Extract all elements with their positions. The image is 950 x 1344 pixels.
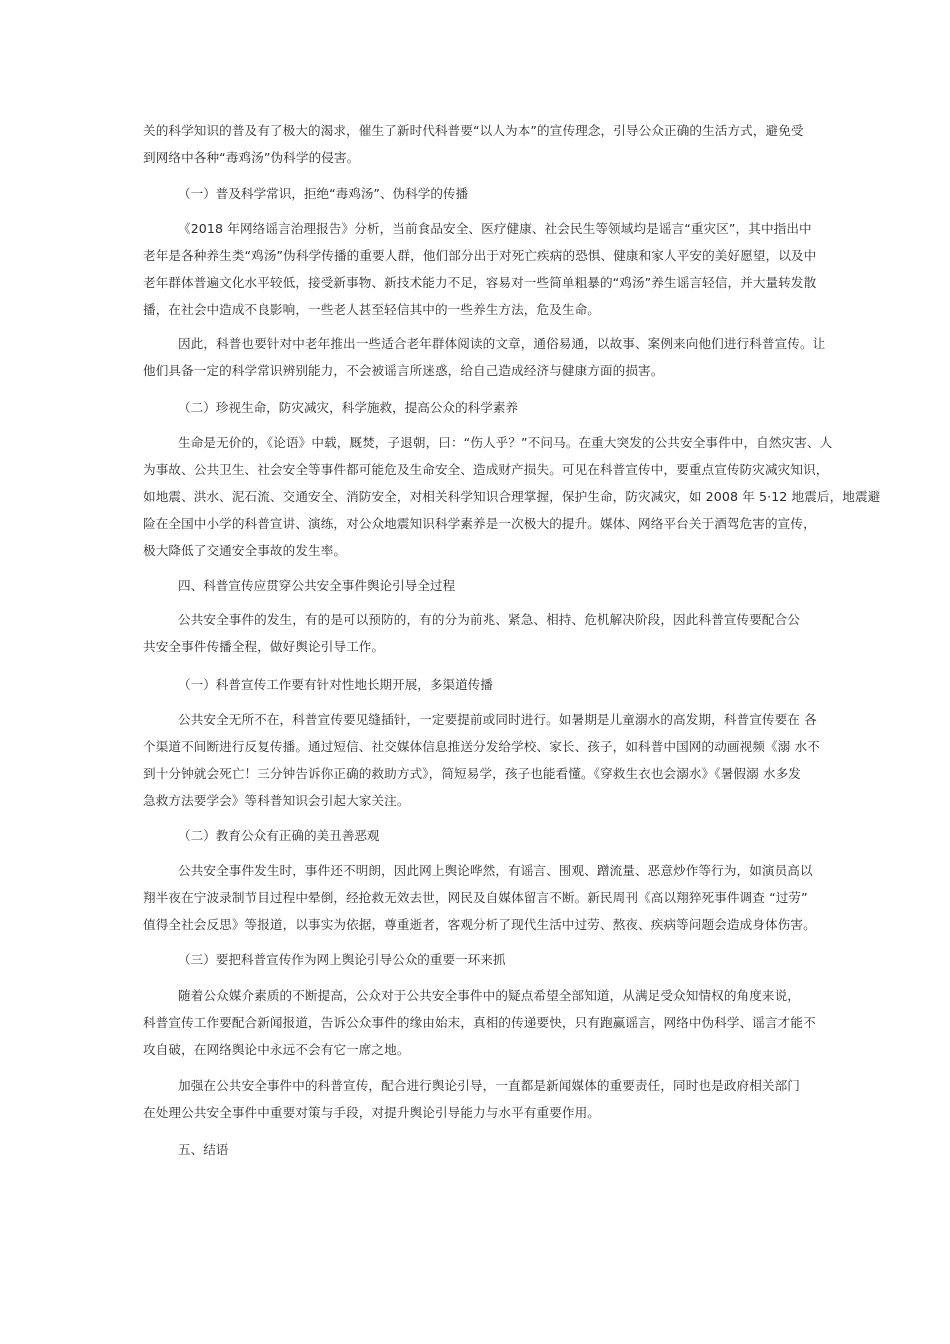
text-line: 急救方法要学会》等科普知识会引起大家关注。 — [143, 793, 410, 808]
text-line: 到网络中各种“毒鸡汤”伪科学的侵害。 — [143, 150, 360, 165]
heading-text: 五、结语 — [178, 1142, 229, 1157]
paragraph-public-opinion — [143, 857, 815, 938]
text-line: 科普宣传工作要配合新闻报道，告诉公众事件的缘由始末，真相的传递要快，只有跑赢谣言，网络中伪科学、谣言才能不 — [143, 1015, 816, 1030]
text-line: 老年是各种养生类“鸡汤”伪科学传播的重要人群，他们部分出于对死亡疾病的恐惧、健康和家人平安的美好愿望，以及中 — [143, 248, 817, 263]
paragraph-strengthen-publicity — [143, 1072, 815, 1126]
text-line: 《2018 年网络谣言治理报告》分析，当前食品安全、医疗健康、社会民生等领域均是谣言“重灾区”，其中指出中 — [178, 221, 812, 236]
heading-text: 四、科普宣传应贯穿公共安全事件舆论引导全过程 — [178, 578, 456, 593]
heading-text: （一）科普宣传工作要有针对性地长期开展，多渠道传播 — [178, 677, 493, 692]
text-line: 因此，科普也要针对中老年推出一些适合老年群体阅读的文章，通俗易通，以故事、案例来向他们进行科普宣传。让 — [178, 336, 826, 351]
text-line: 公共安全无所不在，科普宣传要见缝插针，一定要提前或同时进行。如暑期是儿童溺水的高发期，科普宣传要在 各 — [178, 712, 817, 727]
section-heading-conclusion — [178, 1136, 798, 1163]
text-line: 共安全事件传播全程，做好舆论引导工作。 — [143, 639, 385, 654]
section-heading-cherish-life — [178, 394, 798, 421]
paragraph-intro-continued — [143, 117, 815, 171]
text-line: 老年群体普遍文化水平较低，接受新事物、新技术能力不足，容易对一些简单粗暴的“鸡汤”养生谣言轻信，并大量转发散 — [143, 275, 817, 290]
text-line: 翔半夜在宁波录制节目过程中晕倒，经抢救无效去世，网民及自媒体留言不断。新民周刊《高以翔猝死事件调查 “过劳” — [143, 890, 808, 905]
text-line: 如地震、洪水、泥石流、交通安全、消防安全，对相关科学知识合理掌握，保护生命，防灾减灾，如 2008 年 5·12 地震后，地震避 — [143, 489, 881, 504]
paragraph-life-priceless — [143, 429, 881, 564]
paragraph-media-literacy — [143, 982, 815, 1063]
section-heading-popularize-science — [178, 180, 798, 207]
section-heading-values — [178, 822, 798, 849]
text-line: 在处理公共安全事件中重要对策与手段，对提升舆论引导能力与水平有重要作用。 — [143, 1105, 600, 1120]
text-line: 攻自破，在网络舆论中永远不会有它一席之地。 — [143, 1042, 410, 1057]
heading-text: （三）要把科普宣传作为网上舆论引导公众的重要一环来抓 — [178, 952, 506, 967]
text-line: 险在全国中小学的科普宣讲、演练，对公众地震知识科学素养是一次极大的提升。媒体、网络平台关于酒驾危害的宣传， — [143, 516, 816, 531]
section-heading-online-guidance — [178, 946, 798, 973]
text-line: 值得全社会反思》等报道，以事实为依据，尊重逝者，客观分析了现代生活中过劳、熬夜、疾病等问题会造成身体伤害。 — [143, 917, 816, 932]
heading-text: （二）珍视生命，防灾减灾，科学施救，提高公众的科学素养 — [178, 400, 519, 415]
text-line: 随着公众媒介素质的不断提高，公众对于公共安全事件中的疑点希望全部知道，从满足受众知情权的角度来说， — [178, 988, 800, 1003]
text-line: 极大降低了交通安全事故的发生率。 — [143, 543, 347, 558]
paragraph-elderly-reading — [143, 330, 826, 384]
text-line: 到十分钟就会死亡！三分钟告诉你正确的救助方式》，简短易学，孩子也能看懂。《穿救生衣也会溺水》《暑假溺 水多发 — [143, 766, 801, 781]
section-heading-long-term — [178, 671, 798, 698]
text-line: 个渠道不间断进行反复传播。通过短信、社交媒体信息推送分发给学校、家长、孩子，如科普中国网的动画视频《溺 水不 — [143, 739, 820, 754]
paragraph-event-stages — [143, 606, 815, 660]
section-heading-four — [178, 572, 798, 599]
text-line: 为事故、公共卫生、社会安全等事件都可能危及生命安全、造成财产损失。可见在科普宣传中，要重点宣传防灾减灾知识， — [143, 462, 829, 477]
text-line: 公共安全事件发生时，事件还不明朗，因此网上舆论哗然，有谣言、围观、蹭流量、恶意炒作等行为，如演员高以 — [178, 863, 813, 878]
paragraph-rumor-report — [143, 215, 815, 323]
text-line: 他们具备一定的科学常识辨别能力，不会被谣言所迷惑，给自己造成经济与健康方面的损害。 — [143, 363, 664, 378]
text-line: 关的科学知识的普及有了极大的渴求，催生了新时代科普要“以人为本”的宣传理念，引导公众正确的生活方式，避免受 — [143, 123, 804, 138]
text-line: 生命是无价的，《论语》中载，厩焚，子退朝，曰：“伤人乎？”不问马。在重大突发的公共安全事件中，自然灾害、人 — [178, 435, 833, 450]
text-line: 播，在社会中造成不良影响，一些老人甚至轻信其中的一些养生方法，危及生命。 — [143, 302, 600, 317]
heading-text: （一）普及科学常识，拒绝“毒鸡汤”、伪科学的传播 — [178, 186, 469, 201]
text-line: 加强在公共安全事件中的科普宣传，配合进行舆论引导，一直都是新闻媒体的重要责任，同时也是政府相关部门 — [178, 1078, 800, 1093]
paragraph-drowning-prevention — [143, 706, 820, 814]
heading-text: （二）教育公众有正确的美丑善恶观 — [178, 828, 380, 843]
text-line: 公共安全事件的发生，有的是可以预防的，有的分为前兆、紧急、相持、危机解决阶段，因此科普宣传要配合公 — [178, 612, 800, 627]
